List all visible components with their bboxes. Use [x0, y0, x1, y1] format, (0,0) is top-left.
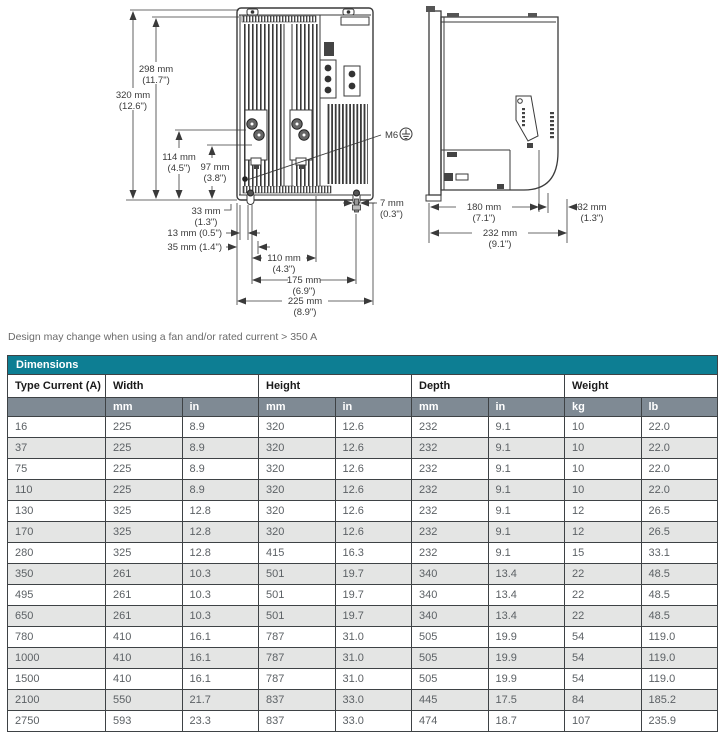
table-row — [8, 522, 718, 543]
table-cell: 320 — [259, 438, 336, 459]
table-cell: 505 — [412, 648, 489, 669]
table-row — [8, 669, 718, 690]
table-cell: 48.5 — [641, 585, 718, 606]
table-row — [8, 543, 718, 564]
earth-ground-icon — [400, 128, 412, 140]
table-row — [8, 417, 718, 438]
table-cell: 232 — [412, 459, 489, 480]
dim-97: 97 mm — [200, 162, 230, 173]
dim-180: 180 mm — [466, 202, 502, 213]
table-cell: 31.0 — [335, 648, 412, 669]
table-cell: 320 — [259, 501, 336, 522]
table-cell: 837 — [259, 711, 336, 732]
table-cell: 8.9 — [182, 438, 259, 459]
table-cell: 21.7 — [182, 690, 259, 711]
table-cell: 84 — [565, 690, 642, 711]
table-cell: 19.7 — [335, 564, 412, 585]
table-cell: 593 — [106, 711, 183, 732]
table-cell: 12.6 — [335, 522, 412, 543]
dim-33: 33 mm — [191, 206, 221, 217]
unit-header: in — [182, 398, 259, 417]
table-cell: 232 — [412, 543, 489, 564]
svg-text:(3.8"): (3.8") — [203, 173, 227, 184]
table-cell: 22.0 — [641, 417, 718, 438]
table-cell: 33.0 — [335, 711, 412, 732]
table-cell: 232 — [412, 480, 489, 501]
table-cell: 9.1 — [488, 459, 565, 480]
table-cell: 54 — [565, 669, 642, 690]
table-cell: 2750 — [8, 711, 106, 732]
table-cell: 107 — [565, 711, 642, 732]
table-cell: 26.5 — [641, 501, 718, 522]
unit-header: in — [488, 398, 565, 417]
table-cell: 9.1 — [488, 543, 565, 564]
unit-header: mm — [412, 398, 489, 417]
table-cell: 10 — [565, 480, 642, 501]
dim-175: 175 mm — [286, 275, 322, 286]
table-row — [8, 711, 718, 732]
table-cell: 505 — [412, 669, 489, 690]
table-cell: 19.7 — [335, 606, 412, 627]
table-cell: 650 — [8, 606, 106, 627]
table-cell: 13.4 — [488, 585, 565, 606]
table-cell: 12 — [565, 522, 642, 543]
table-cell: 15 — [565, 543, 642, 564]
table-cell: 225 — [106, 459, 183, 480]
side-view — [426, 6, 558, 201]
table-cell: 22.0 — [641, 438, 718, 459]
table-row — [8, 606, 718, 627]
dim-13: 13 mm (0.5") — [167, 228, 222, 239]
table-row — [8, 459, 718, 480]
table-cell: 12.6 — [335, 459, 412, 480]
table-cell: 410 — [106, 669, 183, 690]
ground-stud — [242, 176, 248, 182]
table-cell: 54 — [565, 648, 642, 669]
svg-text:(4.5"): (4.5") — [167, 163, 191, 174]
table-cell: 17.5 — [488, 690, 565, 711]
col-header-depth: Depth — [412, 375, 565, 398]
svg-text:(4.3"): (4.3") — [272, 264, 296, 275]
table-cell: 340 — [412, 585, 489, 606]
unit-header: in — [335, 398, 412, 417]
unit-header: mm — [106, 398, 183, 417]
unit-header-empty — [8, 398, 106, 417]
dim-298: 298 mm — [138, 64, 174, 75]
table-cell: 26.5 — [641, 522, 718, 543]
design-note: Design may change when using a fan and/or rated current > 350 A — [8, 331, 318, 343]
table-cell: 325 — [106, 543, 183, 564]
table-cell: 18.7 — [488, 711, 565, 732]
table-cell: 8.9 — [182, 417, 259, 438]
table-cell: 16.1 — [182, 669, 259, 690]
unit-header: lb — [641, 398, 718, 417]
table-cell: 261 — [106, 564, 183, 585]
table-row — [8, 627, 718, 648]
table-cell: 12.8 — [182, 543, 259, 564]
table-cell: 8.9 — [182, 480, 259, 501]
table-cell: 1000 — [8, 648, 106, 669]
table-cell: 410 — [106, 648, 183, 669]
table-row — [8, 585, 718, 606]
table-cell: 119.0 — [641, 669, 718, 690]
table-cell: 9.1 — [488, 480, 565, 501]
table-cell: 787 — [259, 669, 336, 690]
table-row — [8, 564, 718, 585]
table-cell: 12 — [565, 501, 642, 522]
svg-text:(7.1"): (7.1") — [472, 213, 496, 224]
table-cell: 19.7 — [335, 585, 412, 606]
table-cell: 501 — [259, 585, 336, 606]
table-cell: 415 — [259, 543, 336, 564]
dim-35: 35 mm (1.4") — [167, 242, 222, 253]
table-cell: 9.1 — [488, 417, 565, 438]
dim-225: 225 mm — [287, 296, 323, 307]
terminal-assembly-left — [245, 110, 267, 169]
dim-32: 32 mm — [577, 202, 607, 213]
table-cell: 16.1 — [182, 627, 259, 648]
table-cell: 340 — [412, 606, 489, 627]
table-cell: 501 — [259, 564, 336, 585]
col-header-type-current: Type Current (A) — [8, 375, 106, 398]
terminal-assembly-right — [290, 110, 312, 169]
table-cell: 501 — [259, 606, 336, 627]
table-cell: 185.2 — [641, 690, 718, 711]
svg-text:(0.3"): (0.3") — [380, 209, 403, 220]
table-cell: 33.1 — [641, 543, 718, 564]
mounting-hook — [426, 6, 435, 12]
table-cell: 1500 — [8, 669, 106, 690]
table-cell: 19.9 — [488, 669, 565, 690]
table-cell: 787 — [259, 627, 336, 648]
dimensions-table-body — [8, 417, 718, 732]
table-cell: 410 — [106, 627, 183, 648]
table-cell: 325 — [106, 501, 183, 522]
table-cell: 225 — [106, 417, 183, 438]
table-cell: 110 — [8, 480, 106, 501]
table-cell: 16 — [8, 417, 106, 438]
table-cell: 320 — [259, 459, 336, 480]
table-cell: 225 — [106, 438, 183, 459]
svg-text:(8.9"): (8.9") — [293, 307, 317, 318]
table-cell: 33.0 — [335, 690, 412, 711]
svg-text:(9.1"): (9.1") — [488, 239, 512, 250]
table-row — [8, 648, 718, 669]
dim-110: 110 mm — [267, 253, 301, 264]
table-unit-header-row — [8, 398, 718, 417]
table-cell: 495 — [8, 585, 106, 606]
table-cell: 9.1 — [488, 501, 565, 522]
table-cell: 787 — [259, 648, 336, 669]
dim-232: 232 mm — [482, 228, 518, 239]
table-cell: 119.0 — [641, 627, 718, 648]
table-cell: 22 — [565, 606, 642, 627]
table-row — [8, 438, 718, 459]
col-header-width: Width — [106, 375, 259, 398]
table-cell: 75 — [8, 459, 106, 480]
table-cell: 54 — [565, 627, 642, 648]
table-cell: 235.9 — [641, 711, 718, 732]
table-cell: 505 — [412, 627, 489, 648]
table-cell: 10 — [565, 417, 642, 438]
table-cell: 31.0 — [335, 627, 412, 648]
table-row — [8, 501, 718, 522]
table-cell: 232 — [412, 438, 489, 459]
table-cell: 261 — [106, 606, 183, 627]
front-view — [237, 8, 373, 212]
table-cell: 232 — [412, 417, 489, 438]
dimensions-table — [7, 355, 718, 732]
technical-drawing — [0, 0, 723, 322]
table-cell: 12.6 — [335, 417, 412, 438]
table-cell: 320 — [259, 417, 336, 438]
table-cell: 232 — [412, 501, 489, 522]
table-cell: 445 — [412, 690, 489, 711]
table-cell: 780 — [8, 627, 106, 648]
dimension-labels — [116, 64, 607, 318]
table-cell: 10.3 — [182, 585, 259, 606]
table-cell: 13.4 — [488, 564, 565, 585]
svg-text:(1.3"): (1.3") — [194, 217, 218, 228]
unit-header: kg — [565, 398, 642, 417]
table-cell: 130 — [8, 501, 106, 522]
table-row — [8, 690, 718, 711]
table-cell: 22 — [565, 585, 642, 606]
table-cell: 12.6 — [335, 480, 412, 501]
unit-header: mm — [259, 398, 336, 417]
table-cell: 22.0 — [641, 480, 718, 501]
table-cell: 550 — [106, 690, 183, 711]
table-cell: 261 — [106, 585, 183, 606]
table-cell: 19.9 — [488, 627, 565, 648]
dim-114: 114 mm — [162, 152, 196, 163]
table-cell: 19.9 — [488, 648, 565, 669]
table-cell: 12.6 — [335, 501, 412, 522]
table-banner-row — [8, 356, 718, 375]
table-cell: 12.6 — [335, 438, 412, 459]
dim-m6: M6 — [385, 130, 399, 141]
table-cell: 13.4 — [488, 606, 565, 627]
table-cell: 474 — [412, 711, 489, 732]
svg-text:(6.9"): (6.9") — [292, 286, 316, 297]
table-cell: 350 — [8, 564, 106, 585]
table-cell: 9.1 — [488, 438, 565, 459]
dim-320: 320 mm — [115, 90, 151, 101]
table-cell: 22.0 — [641, 459, 718, 480]
table-cell: 9.1 — [488, 522, 565, 543]
svg-text:(11.7"): (11.7") — [142, 75, 170, 86]
col-header-weight: Weight — [565, 375, 718, 398]
table-cell: 10.3 — [182, 564, 259, 585]
table-cell: 225 — [106, 480, 183, 501]
table-cell: 8.9 — [182, 459, 259, 480]
table-cell: 320 — [259, 480, 336, 501]
table-cell: 12.8 — [182, 501, 259, 522]
col-header-height: Height — [259, 375, 412, 398]
table-cell: 325 — [106, 522, 183, 543]
svg-text:(1.3"): (1.3") — [580, 213, 604, 224]
table-cell: 2100 — [8, 690, 106, 711]
table-cell: 10.3 — [182, 606, 259, 627]
table-cell: 48.5 — [641, 606, 718, 627]
table-cell: 170 — [8, 522, 106, 543]
table-cell: 22 — [565, 564, 642, 585]
table-cell: 23.3 — [182, 711, 259, 732]
table-cell: 16.3 — [335, 543, 412, 564]
table-title: Dimensions — [8, 356, 718, 375]
table-cell: 232 — [412, 522, 489, 543]
table-cell: 37 — [8, 438, 106, 459]
table-group-header-row — [8, 375, 718, 398]
table-cell: 340 — [412, 564, 489, 585]
table-row — [8, 480, 718, 501]
table-cell: 10 — [565, 459, 642, 480]
table-cell: 12.8 — [182, 522, 259, 543]
table-cell: 10 — [565, 438, 642, 459]
table-cell: 280 — [8, 543, 106, 564]
table-cell: 16.1 — [182, 648, 259, 669]
table-cell: 48.5 — [641, 564, 718, 585]
table-cell: 119.0 — [641, 648, 718, 669]
table-cell: 31.0 — [335, 669, 412, 690]
table-cell: 320 — [259, 522, 336, 543]
dim-7: 7 mm — [380, 198, 404, 209]
svg-text:(12.6"): (12.6") — [118, 101, 148, 112]
table-cell: 837 — [259, 690, 336, 711]
